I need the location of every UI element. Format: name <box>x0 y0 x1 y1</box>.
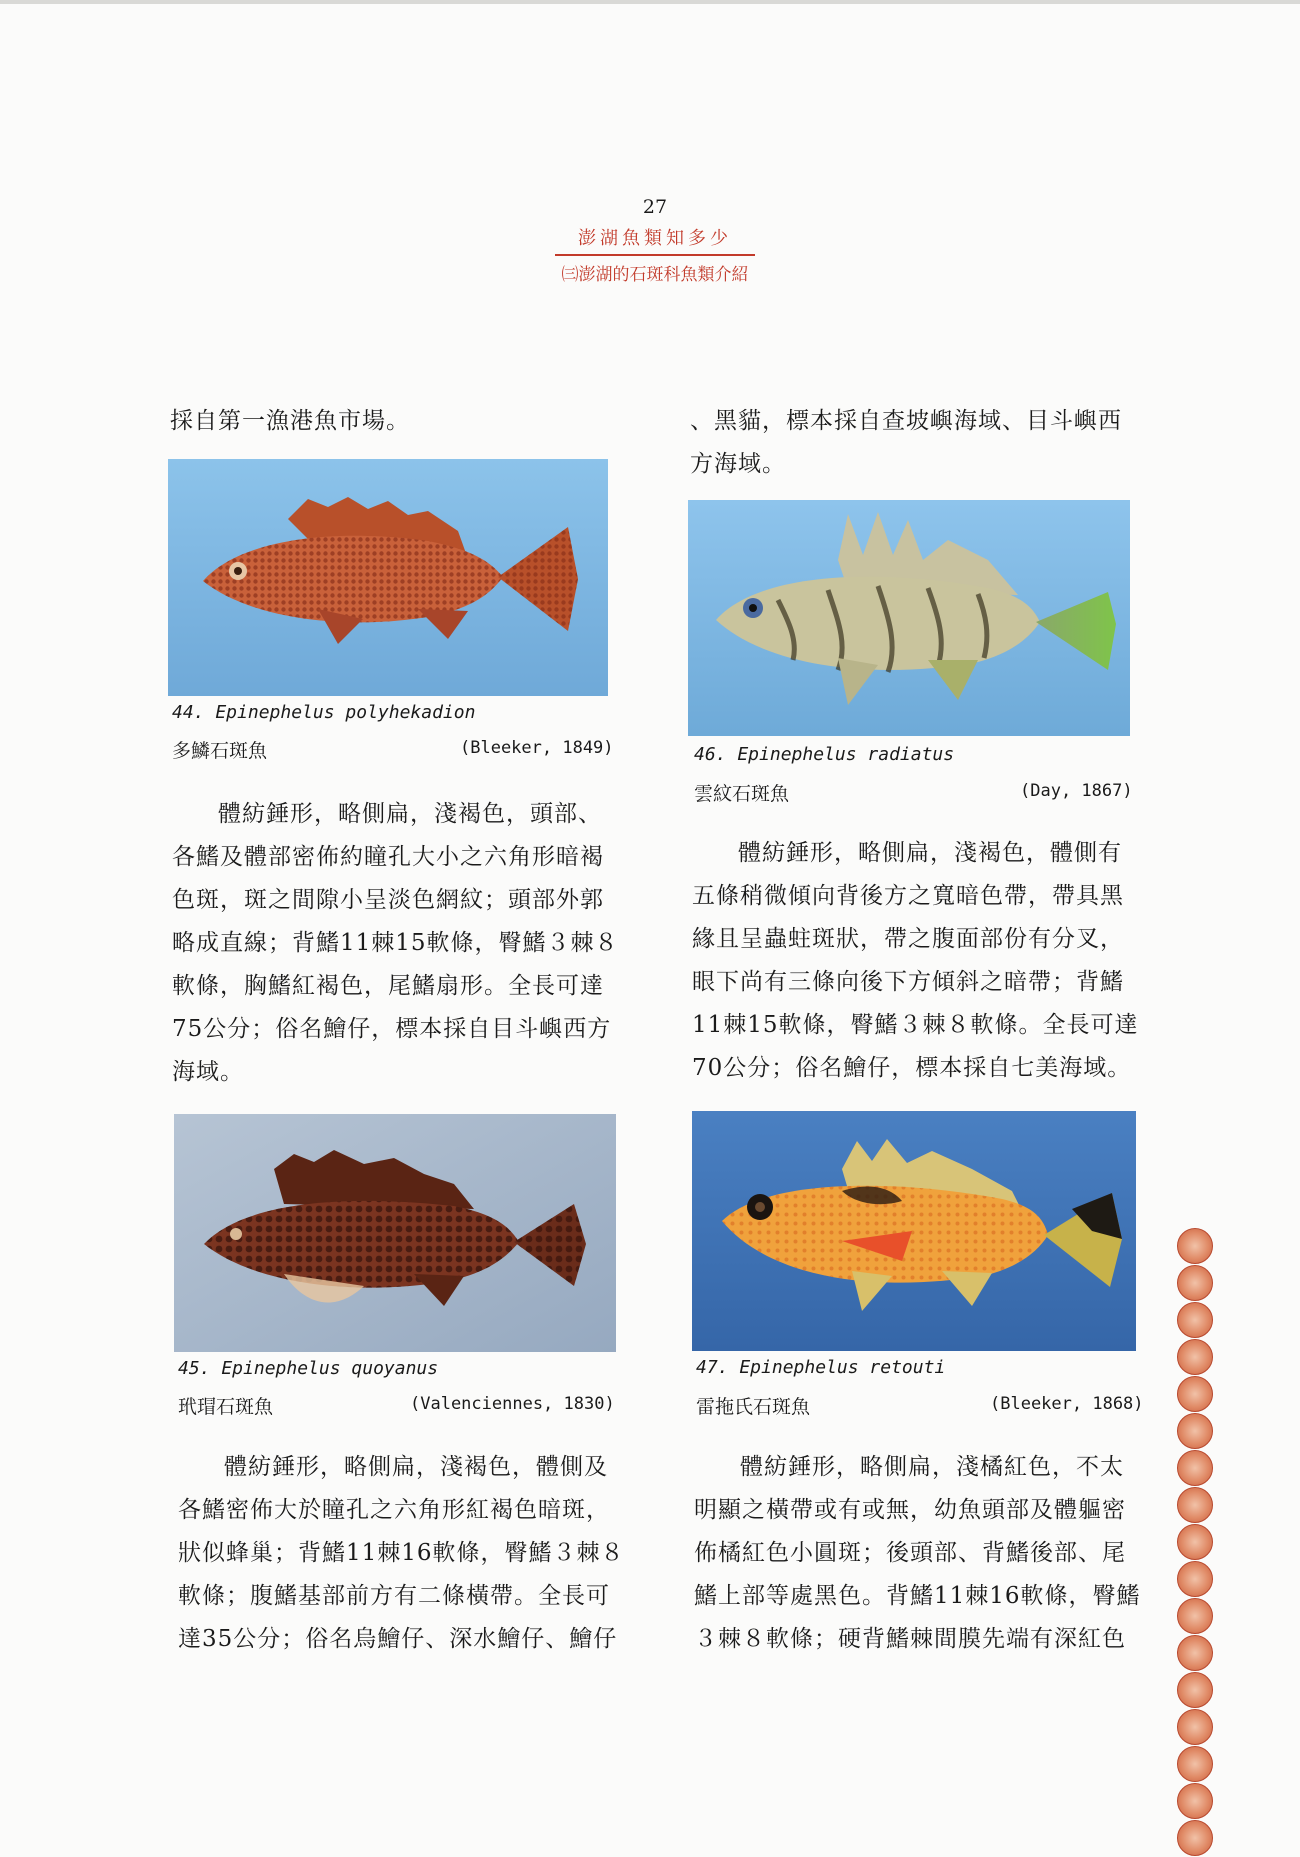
entry-47-species: 47. Epinephelus retouti <box>696 1357 946 1378</box>
desc-line: 體紡錘形，略側扁，淺褐色，體側有 <box>738 840 1122 866</box>
desc-line: 色斑，斑之間隙小呈淡色網紋；頭部外郭 <box>172 887 604 913</box>
desc-line: 佈橘紅色小圓斑；後頭部、背鰭後部、尾 <box>694 1540 1126 1566</box>
desc-line: 軟條，胸鰭紅褐色，尾鰭扇形。全長可達 <box>172 973 604 999</box>
seal-stamp-icon <box>1177 1709 1213 1745</box>
entry-46-species: 46. Epinephelus radiatus <box>694 744 955 765</box>
fish-photo-45 <box>174 1114 616 1352</box>
page-number: 27 <box>642 196 668 218</box>
seal-stamp-icon <box>1177 1820 1213 1856</box>
desc-line: 狀似蜂巢；背鰭11棘16軟條，臀鰭３棘８ <box>178 1540 625 1566</box>
desc-line: 體紡錘形，略側扁，淺橘紅色，不太 <box>740 1454 1124 1480</box>
desc-line: 緣且呈蟲蛀斑狀，帶之腹面部份有分叉， <box>692 926 1124 952</box>
desc-line: 眼下尚有三條向後下方傾斜之暗帶；背鰭 <box>692 969 1124 995</box>
desc-line: 各鰭及體部密佈約瞳孔大小之六角形暗褐 <box>172 844 604 870</box>
entry-44-common-name: 多鱗石斑魚 <box>172 740 268 762</box>
seal-stamp-icon <box>1177 1635 1213 1671</box>
entry-44-description <box>172 793 622 1094</box>
right-intro-text <box>690 400 1150 486</box>
desc-line: 五條稍微傾向背後方之寬暗色帶，帶具黑 <box>692 883 1124 909</box>
scan-edge <box>0 0 1300 4</box>
intro-line: 、黑貓，標本採自查坡嶼海域、目斗嶼西 <box>690 408 1122 434</box>
desc-line: 軟條；腹鰭基部前方有二條橫帶。全長可 <box>178 1583 610 1609</box>
seal-stamp-column <box>1173 1228 1217 1857</box>
desc-line: 70公分；俗名鱠仔，標本採自七美海域。 <box>692 1055 1132 1081</box>
seal-stamp-icon <box>1177 1561 1213 1597</box>
seal-stamp-icon <box>1177 1228 1213 1264</box>
desc-line: ３棘８軟條；硬背鰭棘間膜先端有深紅色 <box>694 1626 1126 1652</box>
desc-line: 體紡錘形，略側扁，淺褐色，頭部、 <box>218 801 602 827</box>
entry-47-description <box>694 1446 1154 1661</box>
seal-stamp-icon <box>1177 1450 1213 1486</box>
seal-stamp-icon <box>1177 1746 1213 1782</box>
entry-44-author: (Bleeker, 1849) <box>460 738 614 758</box>
seal-stamp-icon <box>1177 1302 1213 1338</box>
seal-stamp-icon <box>1177 1413 1213 1449</box>
desc-line: 鰭上部等處黑色。背鰭11棘16軟條，臀鰭 <box>694 1583 1141 1609</box>
desc-line: 明顯之橫帶或有或無，幼魚頭部及體軀密 <box>694 1497 1126 1523</box>
desc-line: 海域。 <box>172 1059 244 1085</box>
seal-stamp-icon <box>1177 1672 1213 1708</box>
seal-stamp-icon <box>1177 1524 1213 1560</box>
seal-stamp-icon <box>1177 1376 1213 1412</box>
desc-line: 各鰭密佈大於瞳孔之六角形紅褐色暗斑， <box>178 1497 610 1523</box>
fish-photo-47 <box>692 1111 1136 1351</box>
seal-stamp-icon <box>1177 1265 1213 1301</box>
desc-line: 11棘15軟條，臀鰭３棘８軟條。全長可達 <box>692 1012 1139 1038</box>
entry-45-species: 45. Epinephelus quoyanus <box>178 1358 439 1379</box>
entry-44-species: 44. Epinephelus polyhekadion <box>172 702 476 723</box>
entry-45-description <box>178 1446 628 1661</box>
desc-line: 75公分；俗名鱠仔，標本採自目斗嶼西方 <box>172 1016 612 1042</box>
seal-stamp-icon <box>1177 1783 1213 1819</box>
left-intro-text: 採自第一漁港魚市場。 <box>170 408 410 434</box>
entry-47-common-name: 雷拖氏石斑魚 <box>696 1396 811 1418</box>
desc-line: 體紡錘形，略側扁，淺褐色，體側及 <box>224 1454 608 1480</box>
fish-photo-46 <box>688 500 1130 736</box>
desc-line: 達35公分；俗名烏鱠仔、深水鱠仔、鱠仔 <box>178 1626 618 1652</box>
seal-stamp-icon <box>1177 1339 1213 1375</box>
running-title: 澎湖魚類知多少 <box>555 224 755 256</box>
desc-line: 略成直線；背鰭11棘15軟條，臀鰭３棘８ <box>172 930 619 956</box>
entry-47-author: (Bleeker, 1868) <box>990 1394 1144 1414</box>
seal-stamp-icon <box>1177 1598 1213 1634</box>
running-head <box>555 224 755 285</box>
entry-46-common-name: 雲紋石斑魚 <box>694 783 790 805</box>
running-subtitle: ㈢澎湖的石斑科魚類介紹 <box>561 265 749 285</box>
entry-45-common-name: 玳瑁石斑魚 <box>178 1396 274 1418</box>
intro-line: 方海域。 <box>690 451 786 477</box>
entry-45-author: (Valenciennes, 1830) <box>410 1394 615 1414</box>
fish-photo-44 <box>168 459 608 696</box>
seal-stamp-icon <box>1177 1487 1213 1523</box>
entry-46-author: (Day, 1867) <box>1020 781 1133 801</box>
entry-46-description <box>692 832 1152 1090</box>
